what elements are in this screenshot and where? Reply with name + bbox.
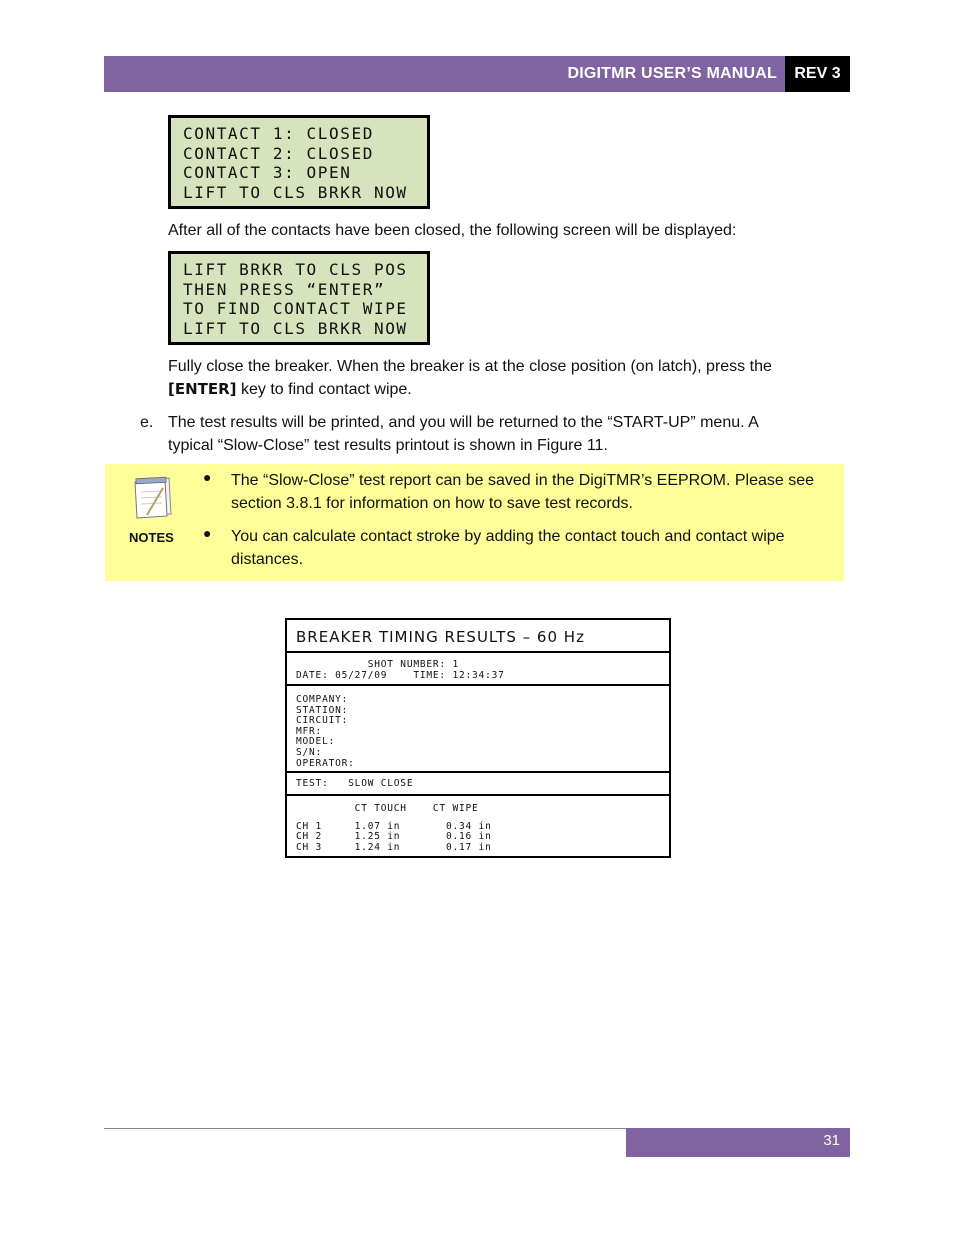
footer-bar [626, 1128, 850, 1157]
printout-info-section [287, 686, 669, 773]
step-e-line2: typical “Slow-Close” test results printout is shown in Figure 11. [168, 437, 608, 454]
info-field: MODEL: [296, 736, 336, 748]
lcd-screen-lift-breaker [168, 251, 430, 345]
lcd-line: CONTACT 2: CLOSED [183, 143, 374, 163]
info-field: COMPANY: [296, 694, 349, 705]
after-contacts-text: After all of the contacts have been closed, the following screen will be displayed: [168, 222, 737, 239]
lcd-line: LIFT BRKR TO CLS POS [183, 260, 408, 279]
lcd-line: CONTACT 1: CLOSED [183, 124, 374, 143]
revision-badge: REV 3 [785, 56, 850, 92]
info-field: STATION: [296, 704, 349, 716]
close-text-part2: key to find contact wipe. [236, 381, 412, 398]
notepad-icon [125, 470, 177, 520]
footer-rule [104, 1128, 626, 1129]
bullet-icon: ● [203, 525, 212, 541]
date-time: DATE: 05/27/09 TIME: 12:34:37 [296, 669, 505, 681]
page-number: 31 [823, 1132, 840, 1149]
step-e-text [168, 411, 828, 457]
printout-shot-section [287, 653, 669, 686]
step-e-line1: The test results will be printed, and you will be returned to the “START-UP” menu. A [168, 414, 759, 431]
results-header: CT TOUCH CT WIPE [296, 803, 479, 814]
enter-key-label: [ENTER] [168, 380, 237, 398]
list-marker: e. [140, 414, 154, 431]
info-field: S/N: [296, 746, 323, 758]
lcd-line: THEN PRESS “ENTER” [183, 279, 386, 299]
test-results-printout [285, 618, 671, 858]
notes-label: NOTES [129, 530, 174, 545]
shot-number: SHOT NUMBER: 1 [296, 659, 459, 670]
lcd-screen-contacts [168, 115, 430, 209]
bullet-icon: ● [203, 469, 212, 485]
manual-title: DIGITMR USER’S MANUAL [567, 65, 777, 82]
lcd-line: TO FIND CONTACT WIPE [183, 299, 408, 318]
lcd-line: CONTACT 3: OPEN [183, 163, 352, 182]
info-field: CIRCUIT: [296, 715, 349, 727]
printout-test-section [287, 773, 669, 796]
test-type: TEST: SLOW CLOSE [296, 778, 414, 789]
info-field: MFR: [296, 725, 323, 737]
note-bullet-2: You can calculate contact stroke by adding the contact touch and contact wipe distances. [231, 528, 785, 568]
printout-title: BREAKER TIMING RESULTS – 60 Hz [287, 620, 669, 653]
results-row: CH 1 1.07 in 0.34 in [296, 820, 492, 832]
printout-results-section [287, 796, 669, 853]
lcd-line: LIFT TO CLS BRKR NOW [183, 318, 408, 338]
lcd-line: LIFT TO CLS BRKR NOW [183, 182, 408, 202]
results-row: CH 2 1.25 in 0.16 in [296, 831, 492, 843]
notes-box [105, 464, 844, 581]
close-text-part1: Fully close the breaker. When the breaker is at the close position (on latch), press the [168, 358, 772, 375]
note-bullet-1: The “Slow-Close” test report can be saved in the DigiTMR’s EEPROM. Please see section 3.8.1 for information on how to save test records. [231, 472, 815, 512]
results-row: CH 3 1.24 in 0.17 in [296, 841, 492, 853]
header-bar [104, 56, 785, 92]
info-field: OPERATOR: [296, 757, 355, 769]
close-breaker-text [168, 355, 828, 401]
